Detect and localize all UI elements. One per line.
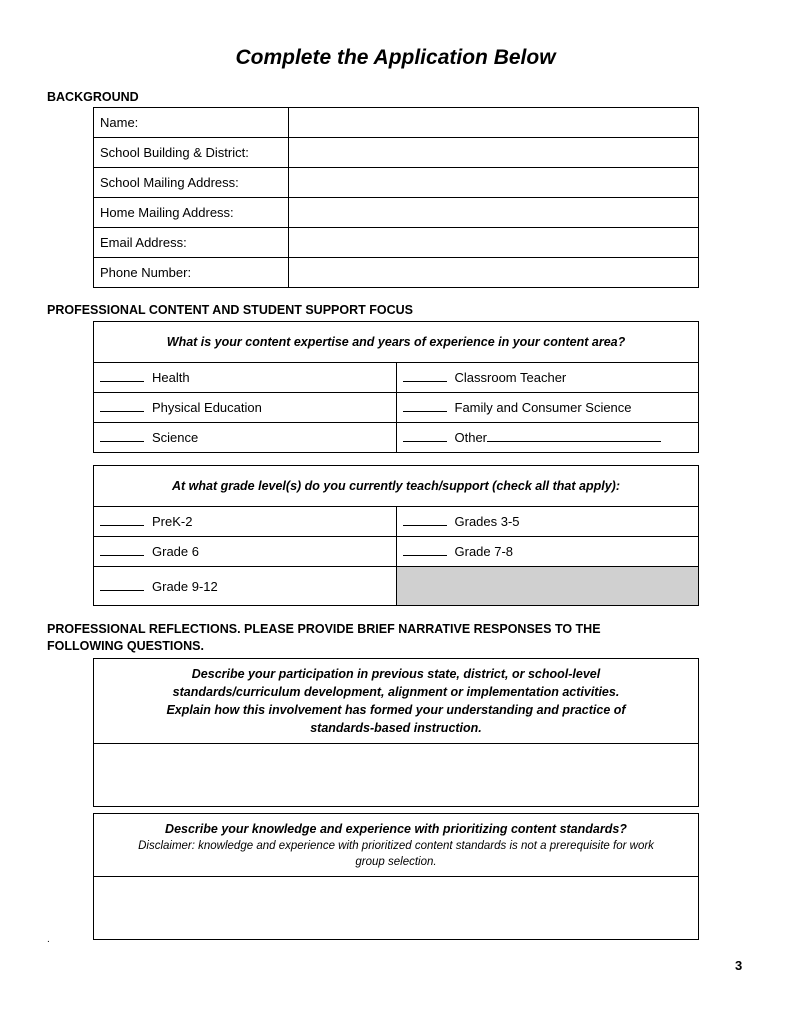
option-label: Grade 9-12: [152, 578, 218, 594]
option-other[interactable]: [396, 423, 699, 453]
checkbox-blank[interactable]: [100, 579, 144, 591]
option-grade-9-12[interactable]: [94, 567, 397, 606]
disclaimer-line: group selection.: [355, 856, 437, 868]
question-line: Describe your participation in previous state, district, or school-level: [191, 667, 601, 681]
option-prek-2[interactable]: [94, 507, 397, 537]
option-label: Grades 3-5: [454, 514, 520, 529]
answer-1-field[interactable]: [94, 744, 699, 807]
option-label: PreK-2: [152, 514, 193, 529]
answer-2-field[interactable]: [94, 877, 699, 940]
table-row: [94, 393, 699, 423]
question-1-text: [94, 659, 699, 744]
option-grades-3-5[interactable]: [396, 507, 699, 537]
home-mailing-label: Home Mailing Address:: [94, 198, 289, 228]
option-family-consumer-science[interactable]: [396, 393, 699, 423]
checkbox-blank[interactable]: [100, 430, 144, 442]
option-label: Science: [152, 430, 199, 445]
question-line: Explain how this involvement has formed your understanding and practice of: [166, 703, 626, 717]
option-label: Other: [454, 430, 488, 445]
table-row: [94, 258, 699, 288]
grade-question: At what grade level(s) do you currently teach/support (check all that apply):: [94, 466, 699, 507]
option-grade-7-8[interactable]: [396, 537, 699, 567]
name-field[interactable]: [289, 108, 699, 138]
table-row: [94, 138, 699, 168]
checkbox-blank[interactable]: [100, 544, 144, 556]
email-field[interactable]: [289, 228, 699, 258]
option-label: Classroom Teacher: [454, 370, 567, 385]
page-number: 3: [735, 958, 743, 973]
reflection-question-2: [93, 813, 699, 940]
checkbox-blank[interactable]: [403, 400, 447, 412]
page-title: Complete the Application Below: [235, 46, 556, 69]
question-line: standards/curriculum development, alignment or implementation activities.: [172, 685, 620, 699]
table-row: [94, 537, 699, 567]
empty-grey-cell: [396, 567, 699, 606]
question-line: Describe your knowledge and experience with prioritizing content standards?: [165, 822, 627, 836]
content-expertise-table: [93, 321, 699, 453]
school-mailing-label: School Mailing Address:: [94, 168, 289, 198]
content-question: What is your content expertise and years of experience in your content area?: [94, 322, 699, 363]
checkbox-blank[interactable]: [403, 514, 447, 526]
question-line: standards-based instruction.: [310, 721, 482, 735]
school-mailing-field[interactable]: [289, 168, 699, 198]
reflections-heading-line1: PROFESSIONAL REFLECTIONS. PLEASE PROVIDE BRIEF NARRATIVE RESPONSES TO THE: [47, 622, 601, 636]
school-building-field[interactable]: [289, 138, 699, 168]
home-mailing-field[interactable]: [289, 198, 699, 228]
table-row: [94, 228, 699, 258]
table-row: [94, 507, 699, 537]
option-label: Physical Education: [152, 400, 262, 415]
option-label: Grade 6: [152, 544, 199, 559]
email-label: Email Address:: [94, 228, 289, 258]
reflections-heading: [47, 621, 601, 655]
school-building-label: School Building & District:: [94, 138, 289, 168]
phone-field[interactable]: [289, 258, 699, 288]
grade-level-table: [93, 465, 699, 606]
checkbox-blank[interactable]: [100, 370, 144, 382]
option-health[interactable]: [94, 363, 397, 393]
table-row: [94, 567, 699, 606]
stray-dot: .: [47, 934, 50, 945]
phone-label: Phone Number:: [94, 258, 289, 288]
checkbox-blank[interactable]: [100, 400, 144, 412]
checkbox-blank[interactable]: [403, 370, 447, 382]
table-row: [94, 108, 699, 138]
option-grade-6[interactable]: [94, 537, 397, 567]
focus-heading: PROFESSIONAL CONTENT AND STUDENT SUPPORT FOCUS: [47, 303, 413, 317]
option-classroom-teacher[interactable]: [396, 363, 699, 393]
reflections-heading-line2: FOLLOWING QUESTIONS.: [47, 639, 204, 653]
option-label: Health: [152, 370, 190, 385]
checkbox-blank[interactable]: [100, 514, 144, 526]
option-label: Family and Consumer Science: [454, 400, 632, 415]
other-text-blank[interactable]: [487, 430, 661, 442]
table-row: [94, 363, 699, 393]
table-row: [94, 168, 699, 198]
option-label: Grade 7-8: [454, 544, 514, 559]
option-science[interactable]: [94, 423, 397, 453]
name-label: Name:: [94, 108, 289, 138]
background-table: [93, 107, 699, 288]
table-row: [94, 198, 699, 228]
checkbox-blank[interactable]: [403, 430, 447, 442]
table-row: [94, 423, 699, 453]
checkbox-blank[interactable]: [403, 544, 447, 556]
reflection-question-1: [93, 658, 699, 807]
background-heading: BACKGROUND: [47, 90, 139, 104]
disclaimer-line: Disclaimer: knowledge and experience with prioritized content standards is not a prerequisite for work: [138, 840, 654, 852]
question-2-text: [94, 814, 699, 877]
option-physical-education[interactable]: [94, 393, 397, 423]
